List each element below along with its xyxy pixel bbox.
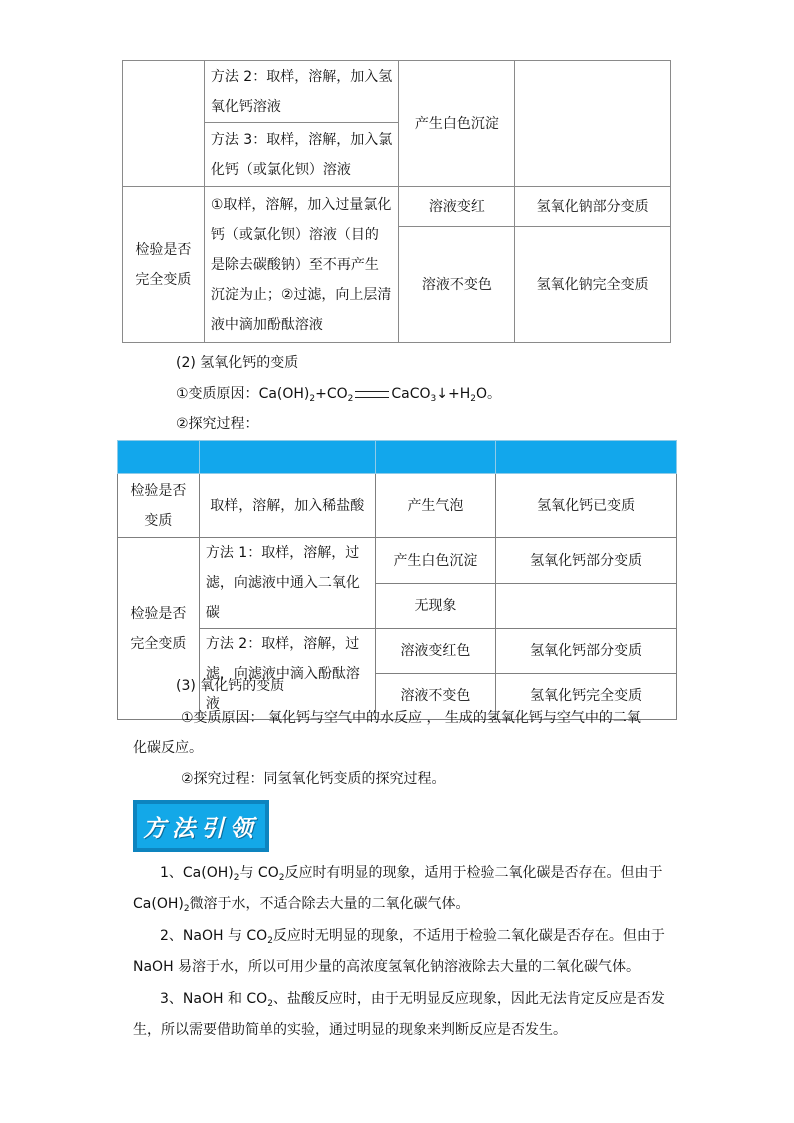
- sub: 2: [267, 936, 273, 946]
- p2-c: NaOH 易溶于水，所以可用少量的高浓度氢氧化钠溶液除去大量的二氧化碳气体。: [133, 959, 641, 975]
- table1-phenomenon: 产生白色沉淀: [399, 61, 515, 187]
- table1-empty-conclusion: [515, 61, 671, 187]
- table1-method-complete: ①取样，溶解，加入过量氯化钙（或氯化钡）溶液（目的是除去碳酸钠）至不再产生沉淀为止；②过滤，向上层清液中滴加酚酞溶液: [204, 187, 399, 343]
- sub: 2: [183, 904, 190, 914]
- eq-right: CaCO: [391, 386, 431, 402]
- table2-header-cell: [496, 441, 677, 474]
- table1-phen-a: 溶液变红: [399, 187, 515, 227]
- table1-empty-label: [123, 61, 205, 187]
- p1-d: Ca(OH): [133, 896, 184, 912]
- table2-m1-phen2: 无现象: [375, 584, 496, 629]
- p3-b: 、盐酸反应时，由于无明显反应现象，因此无法肯定反应是否发: [272, 991, 665, 1007]
- sub: 2: [309, 394, 316, 404]
- table1-concl-a: 氢氧化钠部分变质: [515, 187, 671, 227]
- table2-m1-concl1: 氢氧化钙部分变质: [496, 538, 677, 584]
- banner-title: 方法引领: [143, 816, 259, 842]
- p1-b: 与 CO: [239, 865, 279, 881]
- p3-c: 生，所以需要借助简单的实验，通过明显的现象来判断反应是否发生。: [133, 1022, 567, 1038]
- eq-left: Ca(OH): [258, 386, 310, 402]
- point-2: [133, 921, 663, 983]
- eq-plus: +CO: [315, 386, 348, 402]
- sub: 2: [278, 873, 285, 883]
- table2-label-complete: 检验是否完全变质: [118, 538, 200, 720]
- table1-label-complete: 检验是否完全变质: [123, 187, 205, 343]
- table2-concl-changed: 氢氧化钙已变质: [496, 474, 677, 538]
- sub: 2: [347, 394, 354, 404]
- eq-end: O。: [476, 386, 502, 402]
- p1-c: 反应时有明显的现象，适用于检验二氧化碳是否存在。但由于: [284, 865, 663, 881]
- cause-prefix: ①变质原因：: [176, 386, 259, 402]
- table2-phen-changed: 产生气泡: [375, 474, 496, 538]
- table1-method2: 方法 2：取样，溶解，加入氢氧化钙溶液: [204, 61, 399, 123]
- table2-m1-concl2: [496, 584, 677, 629]
- table1-method3: 方法 3：取样，溶解，加入氯化钙（或氯化钡）溶液: [204, 123, 399, 187]
- section3-cause-line2: 化碳反应。: [133, 740, 203, 756]
- sub: 3: [430, 394, 437, 404]
- p1-a: 1、Ca(OH): [160, 865, 234, 881]
- section2-heading: (2) 氢氧化钙的变质: [176, 355, 299, 371]
- point-3: [133, 984, 663, 1046]
- method-banner: [133, 800, 269, 852]
- table2-method1: 方法 1：取样，溶解，过滤，向滤液中通入二氧化碳: [199, 538, 375, 629]
- sub: 2: [233, 873, 240, 883]
- table2-method2: 方法 2：取样，溶解，过滤，向滤液中滴入酚酞溶液: [199, 629, 375, 720]
- naoh-table: [122, 60, 671, 343]
- p3-a: 3、NaOH 和 CO: [160, 991, 268, 1007]
- section2-cause: [176, 384, 501, 404]
- table2-header-cell: [118, 441, 200, 474]
- table2-m2-concl2: 氢氧化钙完全变质: [496, 673, 677, 719]
- section2-process: ②探究过程：: [176, 416, 259, 432]
- p2-b: 反应时无明显的现象，不适用于检验二氧化碳是否存在。但由于: [272, 928, 665, 944]
- equals-sign-icon: [355, 391, 389, 398]
- sub: 2: [267, 999, 273, 1009]
- table2-header-cell: [375, 441, 496, 474]
- table2-header-cell: [199, 441, 375, 474]
- table2-m2-concl1: 氢氧化钙部分变质: [496, 629, 677, 674]
- table2-m2-phen2: 溶液不变色: [375, 673, 496, 719]
- table2-m2-phen1: 溶液变红色: [375, 629, 496, 674]
- table2-m1-phen1: 产生白色沉淀: [375, 538, 496, 584]
- p2-a: 2、NaOH 与 CO: [160, 928, 268, 944]
- eq-tail: ↓+H: [436, 386, 471, 402]
- p1-e: 微溶于水，不适合除去大量的二氧化碳气体。: [189, 896, 470, 912]
- sub: 2: [470, 394, 477, 404]
- section3-process: ②探究过程：同氢氧化钙变质的探究过程。: [181, 771, 446, 787]
- point-1: [133, 858, 663, 920]
- table1-concl-b: 氢氧化钠完全变质: [515, 227, 671, 343]
- section3-heading: (3) 氧化钙的变质: [176, 678, 285, 694]
- table2-label-changed: 检验是否变质: [118, 474, 200, 538]
- table1-phen-b: 溶液不变色: [399, 227, 515, 343]
- section3-cause-line1: ①变质原因： 氧化钙与空气中的水反应 ， 生成的氢氧化钙与空气中的二氧: [181, 710, 641, 726]
- table2-method-changed: 取样，溶解，加入稀盐酸: [199, 474, 375, 538]
